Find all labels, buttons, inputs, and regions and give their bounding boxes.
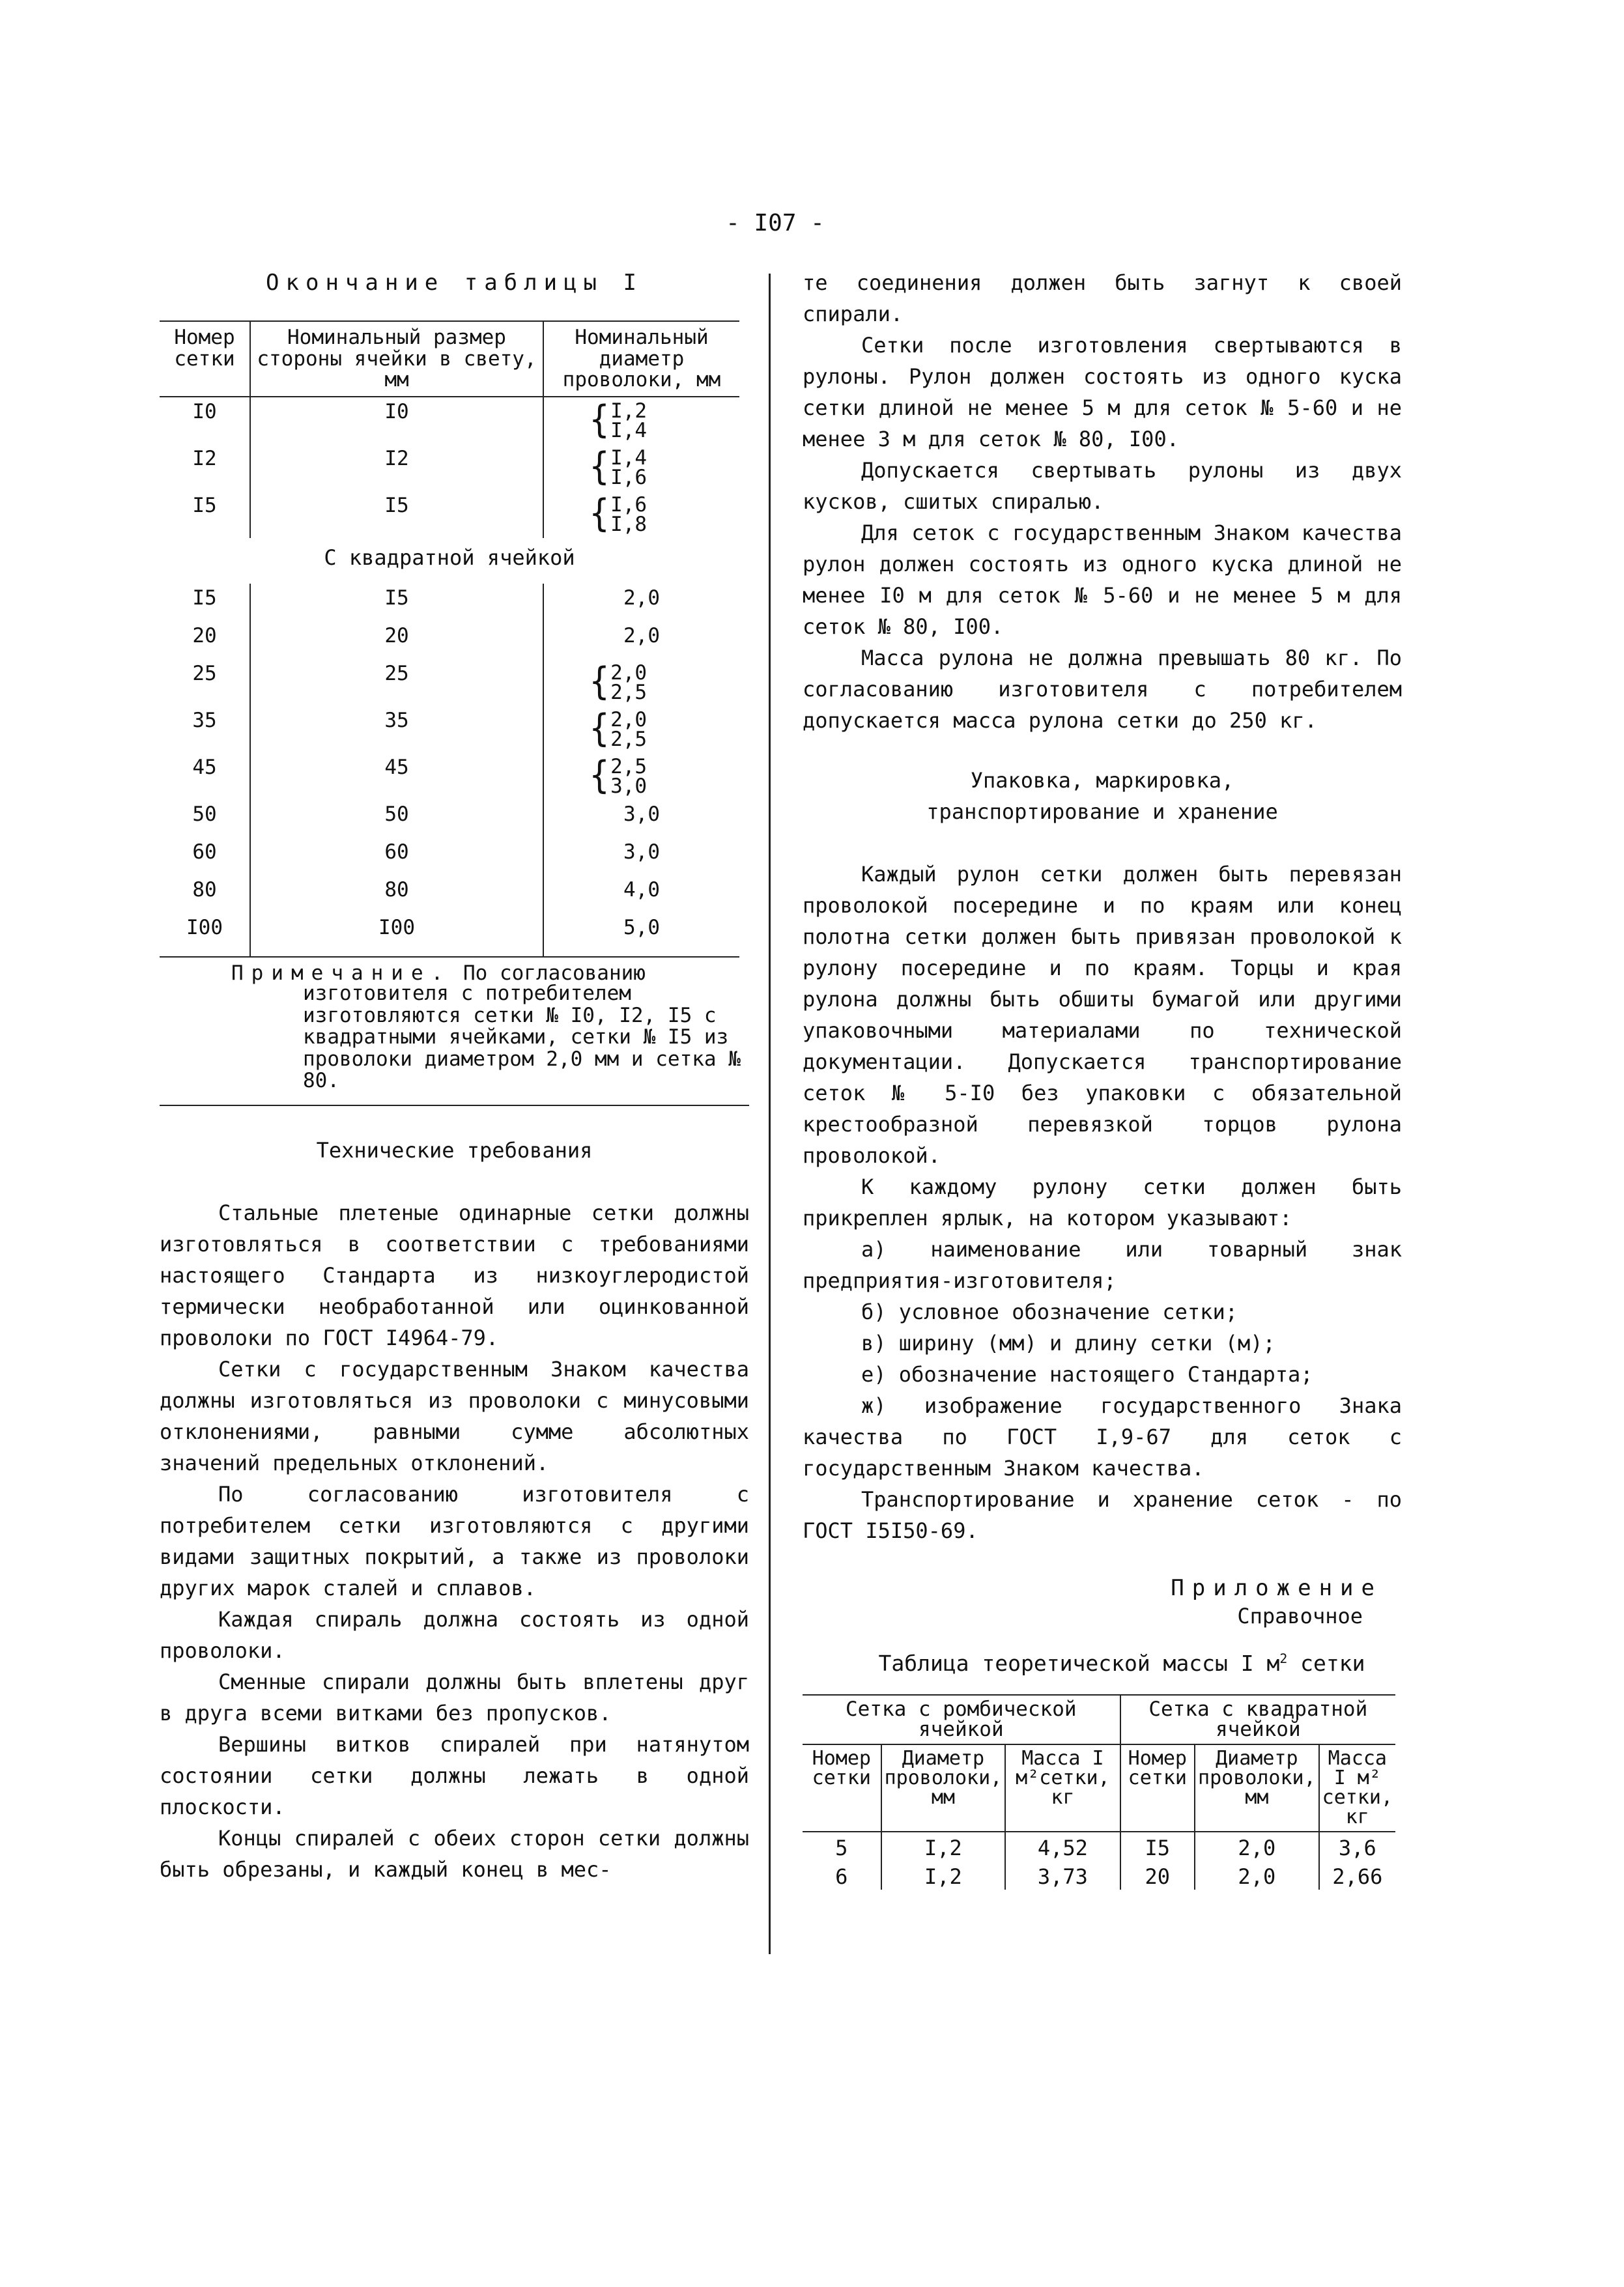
cell-size: I00 xyxy=(250,913,543,957)
cell-size: 25 xyxy=(250,659,543,706)
brace-icon: { xyxy=(590,397,610,441)
paragraph: Допускается свертывать рулоны из двух кусков, сшитых спиралью. xyxy=(803,458,1402,514)
wire-diameter xyxy=(543,491,739,538)
brace-icon: { xyxy=(590,444,610,488)
mesh-number: 5 xyxy=(835,1836,848,1860)
wire-diameter: 3,0 xyxy=(543,800,739,838)
note-label: Примечание. xyxy=(231,961,451,985)
header-mass: Масса I м²сетки, кг xyxy=(1005,1744,1120,1832)
table-header-row xyxy=(803,1744,1395,1832)
table-row xyxy=(160,800,739,838)
page-number: - I07 - xyxy=(726,210,825,236)
mesh-number: I2 xyxy=(192,446,217,470)
column-divider xyxy=(769,274,771,1954)
superscript: 2 xyxy=(1279,1651,1288,1666)
paragraph: Транспортирование и хранение сеток - по ГОСТ I5I50-69. xyxy=(803,1487,1402,1543)
wire-diameter: I,2 xyxy=(881,1861,1006,1890)
section-heading-packaging xyxy=(803,765,1402,827)
wire-diameter: 3,0 xyxy=(543,838,739,875)
diameter-value: 2,5 xyxy=(610,680,648,704)
wire-diameter xyxy=(543,444,739,491)
mass-table-title xyxy=(842,1651,1402,1676)
header-wire-diameter: Номинальный диаметр проволоки, мм xyxy=(543,321,739,397)
wire-diameter xyxy=(543,706,739,753)
list-item: е) обозначение настоящего Стандарта; xyxy=(861,1362,1313,1387)
wire-diameter: 2,0 xyxy=(1195,1832,1319,1861)
paragraph: Вершины витков спиралей при натянутом состоянии сетки должны лежать в одной плоскости. xyxy=(160,1732,749,1820)
paragraph: Каждый рулон сетки должен быть перевязан проволокой посередине и по краям или конец полотна сетки должен быть привязан проволокой к рулону посередине и по краям. Торцы и края рулона должны быть обшиты бумагой или другими упаковочными материалами по технической документации. Допускается транспортирование сеток № 5-I0 без упаковки с обязательной крестообразной перевязкой торцов рулона проволокой. xyxy=(803,862,1402,1168)
mesh-table xyxy=(160,320,739,958)
heading-line: транспортирование и хранение xyxy=(926,799,1278,824)
left-column xyxy=(160,267,749,1885)
header-mesh-number: Номер сетки xyxy=(160,321,250,397)
paragraph: Каждая спираль должна состоять из одной проволоки. xyxy=(160,1607,749,1664)
cell-size: 45 xyxy=(250,753,543,800)
appendix-title: Приложение xyxy=(1171,1575,1382,1601)
diameter-value: I,4 xyxy=(610,446,648,470)
wire-diameter: 2,0 xyxy=(543,621,739,659)
mesh-number: I0 xyxy=(192,399,217,423)
brace-icon: { xyxy=(590,706,610,750)
wire-diameter xyxy=(543,397,739,444)
appendix-subtitle: Справочное xyxy=(1237,1604,1363,1628)
table-section-row xyxy=(160,538,739,584)
section-label: С квадратной ячейкой xyxy=(324,545,575,570)
brace-icon: { xyxy=(590,753,610,797)
header-wire-diameter: Диаметр проволоки, мм xyxy=(881,1744,1006,1832)
mesh-number: 50 xyxy=(192,802,217,826)
mesh-number: 6 xyxy=(835,1864,848,1889)
table-row xyxy=(160,444,739,491)
mesh-number: 45 xyxy=(192,755,217,779)
mesh-number: 25 xyxy=(192,661,217,685)
wire-diameter: 5,0 xyxy=(543,913,739,957)
paragraph: Сетки после изготовления свертываются в рулоны. Рулон должен состоять из одного куска сетки длиной не менее 5 м для сеток № 5-60 и не менее 3 м для сеток № 80, I00. xyxy=(803,333,1402,451)
table-row xyxy=(160,659,739,706)
wire-diameter: I,2 xyxy=(881,1832,1006,1861)
mass-value: 4,52 xyxy=(1005,1832,1120,1861)
cell-size: I0 xyxy=(250,397,543,444)
table-continuation-title: Окончание таблицы I xyxy=(266,270,643,296)
cell-size: 60 xyxy=(250,838,543,875)
mass-value: 3,73 xyxy=(1005,1861,1120,1890)
table-header-row xyxy=(160,321,739,397)
right-column xyxy=(803,267,1402,1890)
cell-size: I2 xyxy=(250,444,543,491)
wire-diameter: 4,0 xyxy=(543,875,739,913)
header-cell-size: Номинальный размер стороны ячейки в свету, мм xyxy=(250,321,543,397)
paragraph: Для сеток с государственным Знаком качества рулон должен состоять из одного куска длиной не менее I0 м для сеток № 5-60 и не менее 5 м для сеток № 80, I00. xyxy=(803,520,1402,639)
mesh-number: 20 xyxy=(1120,1861,1195,1890)
wire-diameter xyxy=(543,753,739,800)
list-item: в) ширину (мм) и длину сетки (м); xyxy=(861,1331,1275,1356)
note-text: изготовителя с потребителем изготовляются сетки № I0, I2, I5 с квадратными ячейками, сетки № I5 из проволоки диаметром 2,0 мм и сетка № 80. xyxy=(303,982,741,1092)
diameter-value: 2,5 xyxy=(610,754,648,778)
cell-size: 20 xyxy=(250,621,543,659)
section-heading-technical: Технические требования xyxy=(316,1138,593,1163)
cell-size: I5 xyxy=(250,584,543,621)
paragraph: Сменные спирали должны быть вплетены друг в друга всеми витками без пропусков. xyxy=(160,1669,749,1726)
mass-value: 2,66 xyxy=(1319,1861,1395,1890)
mass-table-title-end: сетки xyxy=(1287,1651,1365,1676)
paragraph: Масса рулона не должна превышать 80 кг. По согласованию изготовителя с потребителем допускается масса рулона сетки до 250 кг. xyxy=(803,646,1402,733)
table-row xyxy=(160,621,739,659)
header-mass: Масса I м² сетки, кг xyxy=(1319,1744,1395,1832)
wire-diameter: 2,0 xyxy=(1195,1861,1319,1890)
list-item: ж) изображение государственного Знака качества по ГОСТ I,9-67 для сеток с государственным Знаком качества. xyxy=(803,1393,1402,1481)
header-wire-diameter: Диаметр проволоки, мм xyxy=(1195,1744,1319,1832)
table-note xyxy=(160,963,749,1107)
mesh-number: 60 xyxy=(192,840,217,864)
cell-size: 50 xyxy=(250,800,543,838)
table-row xyxy=(803,1861,1395,1890)
table-group-header-row xyxy=(803,1695,1395,1744)
table-row xyxy=(803,1832,1395,1861)
table-row xyxy=(160,584,739,621)
group-header-rhombic: Сетка с ромбической ячейкой xyxy=(803,1695,1120,1744)
mesh-number: I5 xyxy=(1120,1832,1195,1861)
mass-table-title-text: Таблица теоретической массы I м xyxy=(878,1651,1280,1676)
cell-size: 35 xyxy=(250,706,543,753)
diameter-value: 2,0 xyxy=(610,661,648,685)
mesh-number: I00 xyxy=(160,913,250,957)
note-first-words: По согласованию xyxy=(463,961,646,985)
heading-line: Упаковка, маркировка, xyxy=(970,768,1234,793)
mesh-number: 80 xyxy=(192,877,217,902)
group-header-square: Сетка с квадратной ячейкой xyxy=(1120,1695,1395,1744)
diameter-value: I,2 xyxy=(610,399,648,423)
paragraph: Концы спиралей с обеих сторон сетки должны быть обрезаны, и каждый конец в мес- xyxy=(160,1826,749,1882)
mesh-number: 20 xyxy=(192,623,217,647)
brace-icon: { xyxy=(590,659,610,703)
wire-diameter: 2,0 xyxy=(543,584,739,621)
cell-size: 80 xyxy=(250,875,543,913)
paragraph: Сетки с государственным Знаком качества должны изготовляться из проволоки с минусовыми отклонениями, равными сумме абсолютных значений предельных отклонений. xyxy=(160,1357,749,1476)
diameter-value: I,6 xyxy=(610,465,648,489)
mass-table xyxy=(803,1694,1395,1890)
diameter-value: I,8 xyxy=(610,512,648,536)
diameter-value: 2,0 xyxy=(610,707,648,732)
mesh-number: I5 xyxy=(192,493,217,517)
list-item: а) наименование или товарный знак предприятия-изготовителя; xyxy=(803,1237,1402,1293)
mass-value: 3,6 xyxy=(1319,1832,1395,1861)
header-mesh-number: Номер сетки xyxy=(1120,1744,1195,1832)
diameter-value: I,4 xyxy=(610,418,648,442)
mesh-number: 35 xyxy=(192,708,217,732)
diameter-value: 3,0 xyxy=(610,774,648,798)
table-row xyxy=(160,913,739,957)
paragraph: К каждому рулону сетки должен быть прикреплен ярлык, на котором указывают: xyxy=(803,1174,1402,1230)
wire-diameter xyxy=(543,659,739,706)
mesh-number: I5 xyxy=(192,586,217,610)
paragraph: Стальные плетеные одинарные сетки должны изготовляться в соответствии с требованиями настоящего Стандарта из низкоуглеродистой термически необработанной или оцинкованной проволоки по ГОСТ I4964-79. xyxy=(160,1200,749,1351)
table-row xyxy=(160,491,739,538)
table-row xyxy=(160,706,739,753)
list-item: б) условное обозначение сетки; xyxy=(861,1300,1238,1324)
table-row xyxy=(160,838,739,875)
diameter-value: I,6 xyxy=(610,492,648,517)
diameter-value: 2,5 xyxy=(610,727,648,751)
table-row xyxy=(160,875,739,913)
table-row xyxy=(160,397,739,444)
header-mesh-number: Номер сетки xyxy=(803,1744,881,1832)
cell-size: I5 xyxy=(250,491,543,538)
paragraph-continuation: те соединения должен быть загнут к своей спирали. xyxy=(803,270,1402,326)
table-row xyxy=(160,753,739,800)
brace-icon: { xyxy=(590,491,610,535)
paragraph: По согласованию изготовителя с потребителем сетки изготовляются с другими видами защитных покрытий, а также из проволоки других марок сталей и сплавов. xyxy=(160,1482,749,1601)
